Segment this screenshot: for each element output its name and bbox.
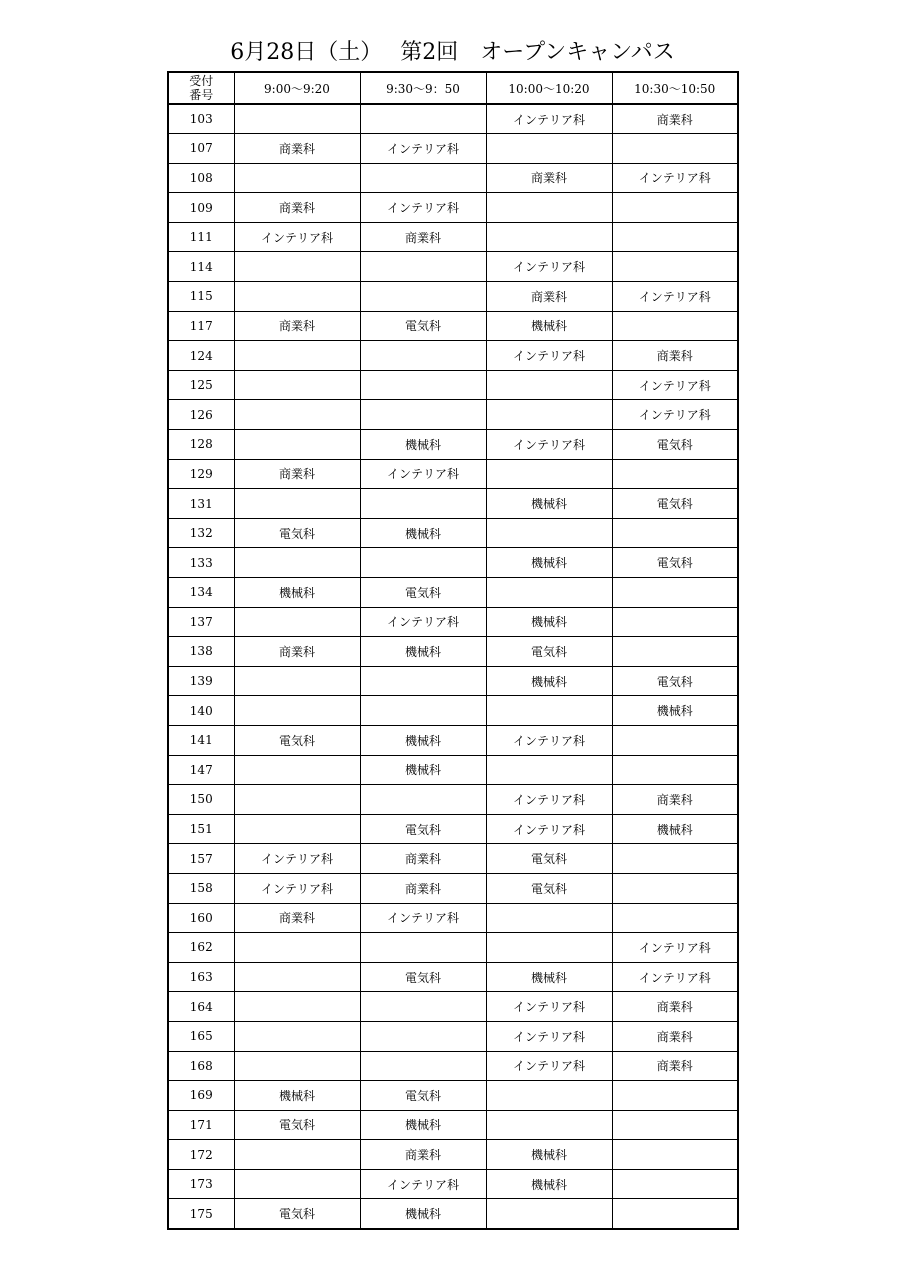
slot-3-cell <box>486 1081 612 1111</box>
header-slot-1: 9:00〜9:20 <box>234 72 360 104</box>
slot-3-cell: 機械科 <box>486 962 612 992</box>
slot-3-cell <box>486 222 612 252</box>
slot-3-cell <box>486 370 612 400</box>
slot-2-cell <box>360 1051 486 1081</box>
reception-number-cell: 175 <box>168 1199 234 1229</box>
reception-number-cell: 158 <box>168 873 234 903</box>
slot-2-cell: インテリア科 <box>360 607 486 637</box>
slot-4-cell: 電気科 <box>612 430 738 460</box>
reception-number-cell: 150 <box>168 785 234 815</box>
reception-number-cell: 151 <box>168 814 234 844</box>
slot-3-cell: 機械科 <box>486 489 612 519</box>
table-row <box>168 1199 738 1229</box>
slot-1-cell <box>234 341 360 371</box>
slot-3-cell: インテリア科 <box>486 992 612 1022</box>
slot-4-cell: 電気科 <box>612 548 738 578</box>
table-row <box>168 637 738 667</box>
slot-1-cell <box>234 755 360 785</box>
slot-2-cell: 商業科 <box>360 222 486 252</box>
slot-2-cell <box>360 548 486 578</box>
slot-2-cell: 商業科 <box>360 873 486 903</box>
table-row <box>168 104 738 134</box>
slot-2-cell: 電気科 <box>360 578 486 608</box>
slot-3-cell <box>486 459 612 489</box>
slot-4-cell <box>612 607 738 637</box>
slot-1-cell: 商業科 <box>234 903 360 933</box>
slot-4-cell <box>612 844 738 874</box>
slot-3-cell: 商業科 <box>486 163 612 193</box>
table-row <box>168 666 738 696</box>
table-row <box>168 370 738 400</box>
slot-3-cell: 商業科 <box>486 282 612 312</box>
slot-3-cell: 機械科 <box>486 548 612 578</box>
schedule-table <box>167 71 739 1230</box>
reception-number-cell: 171 <box>168 1110 234 1140</box>
page-title: 6月28日（土） 第2回 オープンキャンパス <box>230 40 675 65</box>
reception-number-cell: 164 <box>168 992 234 1022</box>
slot-2-cell: インテリア科 <box>360 903 486 933</box>
slot-2-cell <box>360 489 486 519</box>
slot-1-cell: インテリア科 <box>234 873 360 903</box>
slot-4-cell <box>612 725 738 755</box>
slot-3-cell: 機械科 <box>486 666 612 696</box>
header-slot-4: 10:30〜10:50 <box>612 72 738 104</box>
slot-2-cell <box>360 163 486 193</box>
slot-4-cell: 電気科 <box>612 489 738 519</box>
slot-1-cell: 電気科 <box>234 1110 360 1140</box>
slot-3-cell <box>486 696 612 726</box>
table-row <box>168 607 738 637</box>
slot-3-cell: インテリア科 <box>486 1051 612 1081</box>
slot-1-cell <box>234 1169 360 1199</box>
slot-3-cell: インテリア科 <box>486 341 612 371</box>
table-row <box>168 193 738 223</box>
table-row <box>168 1021 738 1051</box>
slot-4-cell <box>612 1199 738 1229</box>
slot-4-cell: インテリア科 <box>612 370 738 400</box>
slot-3-cell <box>486 933 612 963</box>
reception-number-cell: 163 <box>168 962 234 992</box>
table-row <box>168 1140 738 1170</box>
slot-4-cell <box>612 755 738 785</box>
slot-4-cell: 商業科 <box>612 1021 738 1051</box>
reception-number-cell: 109 <box>168 193 234 223</box>
table-row <box>168 134 738 164</box>
header-reception-line2: 番号 <box>189 88 214 102</box>
slot-1-cell: インテリア科 <box>234 844 360 874</box>
slot-3-cell: インテリア科 <box>486 104 612 134</box>
slot-2-cell: 機械科 <box>360 637 486 667</box>
reception-number-cell: 131 <box>168 489 234 519</box>
reception-number-cell: 128 <box>168 430 234 460</box>
reception-number-cell: 124 <box>168 341 234 371</box>
slot-3-cell <box>486 400 612 430</box>
slot-4-cell: インテリア科 <box>612 163 738 193</box>
slot-1-cell: 商業科 <box>234 134 360 164</box>
slot-4-cell: インテリア科 <box>612 933 738 963</box>
slot-3-cell: インテリア科 <box>486 814 612 844</box>
reception-number-cell: 133 <box>168 548 234 578</box>
header-reception-line1: 受付 <box>189 74 214 88</box>
reception-number-cell: 132 <box>168 518 234 548</box>
slot-1-cell: 商業科 <box>234 193 360 223</box>
slot-3-cell <box>486 1110 612 1140</box>
reception-number-cell: 137 <box>168 607 234 637</box>
reception-number-cell: 138 <box>168 637 234 667</box>
slot-2-cell <box>360 104 486 134</box>
table-row <box>168 1051 738 1081</box>
slot-1-cell <box>234 696 360 726</box>
slot-4-cell: 商業科 <box>612 1051 738 1081</box>
table-row <box>168 430 738 460</box>
reception-number-cell: 140 <box>168 696 234 726</box>
slot-2-cell <box>360 341 486 371</box>
slot-4-cell <box>612 222 738 252</box>
slot-3-cell: 機械科 <box>486 1169 612 1199</box>
slot-1-cell: 電気科 <box>234 725 360 755</box>
reception-number-cell: 125 <box>168 370 234 400</box>
slot-1-cell <box>234 814 360 844</box>
reception-number-cell: 139 <box>168 666 234 696</box>
slot-2-cell: 機械科 <box>360 518 486 548</box>
slot-1-cell <box>234 933 360 963</box>
table-row <box>168 282 738 312</box>
slot-3-cell: インテリア科 <box>486 430 612 460</box>
slot-2-cell: 機械科 <box>360 430 486 460</box>
table-row <box>168 548 738 578</box>
slot-3-cell: インテリア科 <box>486 725 612 755</box>
header-slot-3: 10:00〜10:20 <box>486 72 612 104</box>
slot-3-cell <box>486 518 612 548</box>
slot-1-cell <box>234 252 360 282</box>
reception-number-cell: 168 <box>168 1051 234 1081</box>
table-row <box>168 992 738 1022</box>
slot-1-cell <box>234 962 360 992</box>
slot-4-cell <box>612 193 738 223</box>
table-row <box>168 785 738 815</box>
slot-4-cell: 商業科 <box>612 104 738 134</box>
slot-1-cell <box>234 548 360 578</box>
slot-1-cell: 電気科 <box>234 518 360 548</box>
slot-2-cell <box>360 696 486 726</box>
table-row <box>168 903 738 933</box>
slot-3-cell: 機械科 <box>486 607 612 637</box>
table-row <box>168 311 738 341</box>
reception-number-cell: 129 <box>168 459 234 489</box>
slot-1-cell: 電気科 <box>234 1199 360 1229</box>
slot-1-cell: 機械科 <box>234 1081 360 1111</box>
slot-4-cell <box>612 1169 738 1199</box>
slot-1-cell <box>234 1021 360 1051</box>
slot-4-cell <box>612 1110 738 1140</box>
reception-number-cell: 173 <box>168 1169 234 1199</box>
slot-3-cell <box>486 134 612 164</box>
slot-4-cell <box>612 637 738 667</box>
table-row <box>168 725 738 755</box>
slot-2-cell: インテリア科 <box>360 193 486 223</box>
reception-number-cell: 103 <box>168 104 234 134</box>
table-row <box>168 1169 738 1199</box>
slot-4-cell <box>612 252 738 282</box>
slot-4-cell <box>612 1140 738 1170</box>
slot-4-cell: インテリア科 <box>612 400 738 430</box>
slot-3-cell <box>486 1199 612 1229</box>
slot-2-cell: インテリア科 <box>360 134 486 164</box>
table-row <box>168 696 738 726</box>
slot-2-cell: インテリア科 <box>360 459 486 489</box>
slot-2-cell <box>360 992 486 1022</box>
slot-4-cell <box>612 903 738 933</box>
slot-1-cell <box>234 489 360 519</box>
slot-1-cell: インテリア科 <box>234 222 360 252</box>
slot-2-cell <box>360 370 486 400</box>
slot-4-cell <box>612 311 738 341</box>
slot-4-cell <box>612 873 738 903</box>
slot-4-cell: インテリア科 <box>612 282 738 312</box>
slot-2-cell: 商業科 <box>360 844 486 874</box>
slot-4-cell: 機械科 <box>612 696 738 726</box>
slot-2-cell: 電気科 <box>360 1081 486 1111</box>
slot-3-cell: インテリア科 <box>486 252 612 282</box>
table-row <box>168 578 738 608</box>
slot-2-cell <box>360 666 486 696</box>
slot-4-cell: 電気科 <box>612 666 738 696</box>
slot-2-cell: 電気科 <box>360 311 486 341</box>
reception-number-cell: 165 <box>168 1021 234 1051</box>
header-row <box>168 72 738 104</box>
slot-4-cell <box>612 1081 738 1111</box>
header-slot-2: 9:30〜9：50 <box>360 72 486 104</box>
slot-1-cell <box>234 992 360 1022</box>
slot-4-cell: 機械科 <box>612 814 738 844</box>
slot-2-cell <box>360 785 486 815</box>
slot-3-cell: インテリア科 <box>486 785 612 815</box>
reception-number-cell: 162 <box>168 933 234 963</box>
table-row <box>168 489 738 519</box>
slot-1-cell <box>234 370 360 400</box>
slot-4-cell <box>612 578 738 608</box>
slot-4-cell <box>612 518 738 548</box>
slot-1-cell <box>234 666 360 696</box>
header-reception-number <box>168 72 234 104</box>
slot-1-cell <box>234 1051 360 1081</box>
slot-2-cell <box>360 933 486 963</box>
slot-4-cell: 商業科 <box>612 341 738 371</box>
slot-1-cell: 商業科 <box>234 459 360 489</box>
slot-3-cell: 電気科 <box>486 844 612 874</box>
table-row <box>168 1081 738 1111</box>
table-row <box>168 933 738 963</box>
slot-3-cell: 機械科 <box>486 311 612 341</box>
slot-4-cell <box>612 134 738 164</box>
slot-2-cell <box>360 252 486 282</box>
slot-1-cell <box>234 430 360 460</box>
slot-1-cell: 商業科 <box>234 311 360 341</box>
reception-number-cell: 108 <box>168 163 234 193</box>
slot-2-cell: 電気科 <box>360 962 486 992</box>
slot-3-cell: インテリア科 <box>486 1021 612 1051</box>
reception-number-cell: 115 <box>168 282 234 312</box>
table-row <box>168 755 738 785</box>
slot-2-cell: 機械科 <box>360 1110 486 1140</box>
table-row <box>168 873 738 903</box>
slot-1-cell <box>234 282 360 312</box>
slot-1-cell <box>234 400 360 430</box>
slot-3-cell: 電気科 <box>486 873 612 903</box>
reception-number-cell: 147 <box>168 755 234 785</box>
table-row <box>168 1110 738 1140</box>
reception-number-cell: 114 <box>168 252 234 282</box>
table-row <box>168 341 738 371</box>
slot-2-cell: 機械科 <box>360 755 486 785</box>
slot-3-cell: 機械科 <box>486 1140 612 1170</box>
slot-3-cell <box>486 578 612 608</box>
table-row <box>168 163 738 193</box>
slot-2-cell <box>360 282 486 312</box>
table-row <box>168 844 738 874</box>
slot-1-cell <box>234 104 360 134</box>
slot-2-cell: インテリア科 <box>360 1169 486 1199</box>
schedule-body <box>168 104 738 1229</box>
slot-3-cell <box>486 193 612 223</box>
reception-number-cell: 160 <box>168 903 234 933</box>
reception-number-cell: 111 <box>168 222 234 252</box>
table-row <box>168 962 738 992</box>
reception-number-cell: 169 <box>168 1081 234 1111</box>
slot-1-cell: 機械科 <box>234 578 360 608</box>
reception-number-cell: 117 <box>168 311 234 341</box>
slot-4-cell: インテリア科 <box>612 962 738 992</box>
reception-number-cell: 172 <box>168 1140 234 1170</box>
slot-1-cell <box>234 607 360 637</box>
reception-number-cell: 134 <box>168 578 234 608</box>
table-row <box>168 222 738 252</box>
reception-number-cell: 107 <box>168 134 234 164</box>
slot-1-cell <box>234 1140 360 1170</box>
reception-number-cell: 141 <box>168 725 234 755</box>
slot-4-cell <box>612 459 738 489</box>
reception-number-cell: 126 <box>168 400 234 430</box>
slot-2-cell: 機械科 <box>360 1199 486 1229</box>
slot-2-cell <box>360 1021 486 1051</box>
slot-2-cell <box>360 400 486 430</box>
slot-1-cell <box>234 785 360 815</box>
table-row <box>168 518 738 548</box>
table-row <box>168 459 738 489</box>
slot-3-cell <box>486 903 612 933</box>
table-row <box>168 814 738 844</box>
slot-1-cell: 商業科 <box>234 637 360 667</box>
slot-1-cell <box>234 163 360 193</box>
reception-number-cell: 157 <box>168 844 234 874</box>
slot-4-cell: 商業科 <box>612 992 738 1022</box>
slot-2-cell: 機械科 <box>360 725 486 755</box>
table-row <box>168 400 738 430</box>
table-row <box>168 252 738 282</box>
slot-2-cell: 電気科 <box>360 814 486 844</box>
slot-3-cell: 電気科 <box>486 637 612 667</box>
slot-3-cell <box>486 755 612 785</box>
slot-2-cell: 商業科 <box>360 1140 486 1170</box>
slot-4-cell: 商業科 <box>612 785 738 815</box>
